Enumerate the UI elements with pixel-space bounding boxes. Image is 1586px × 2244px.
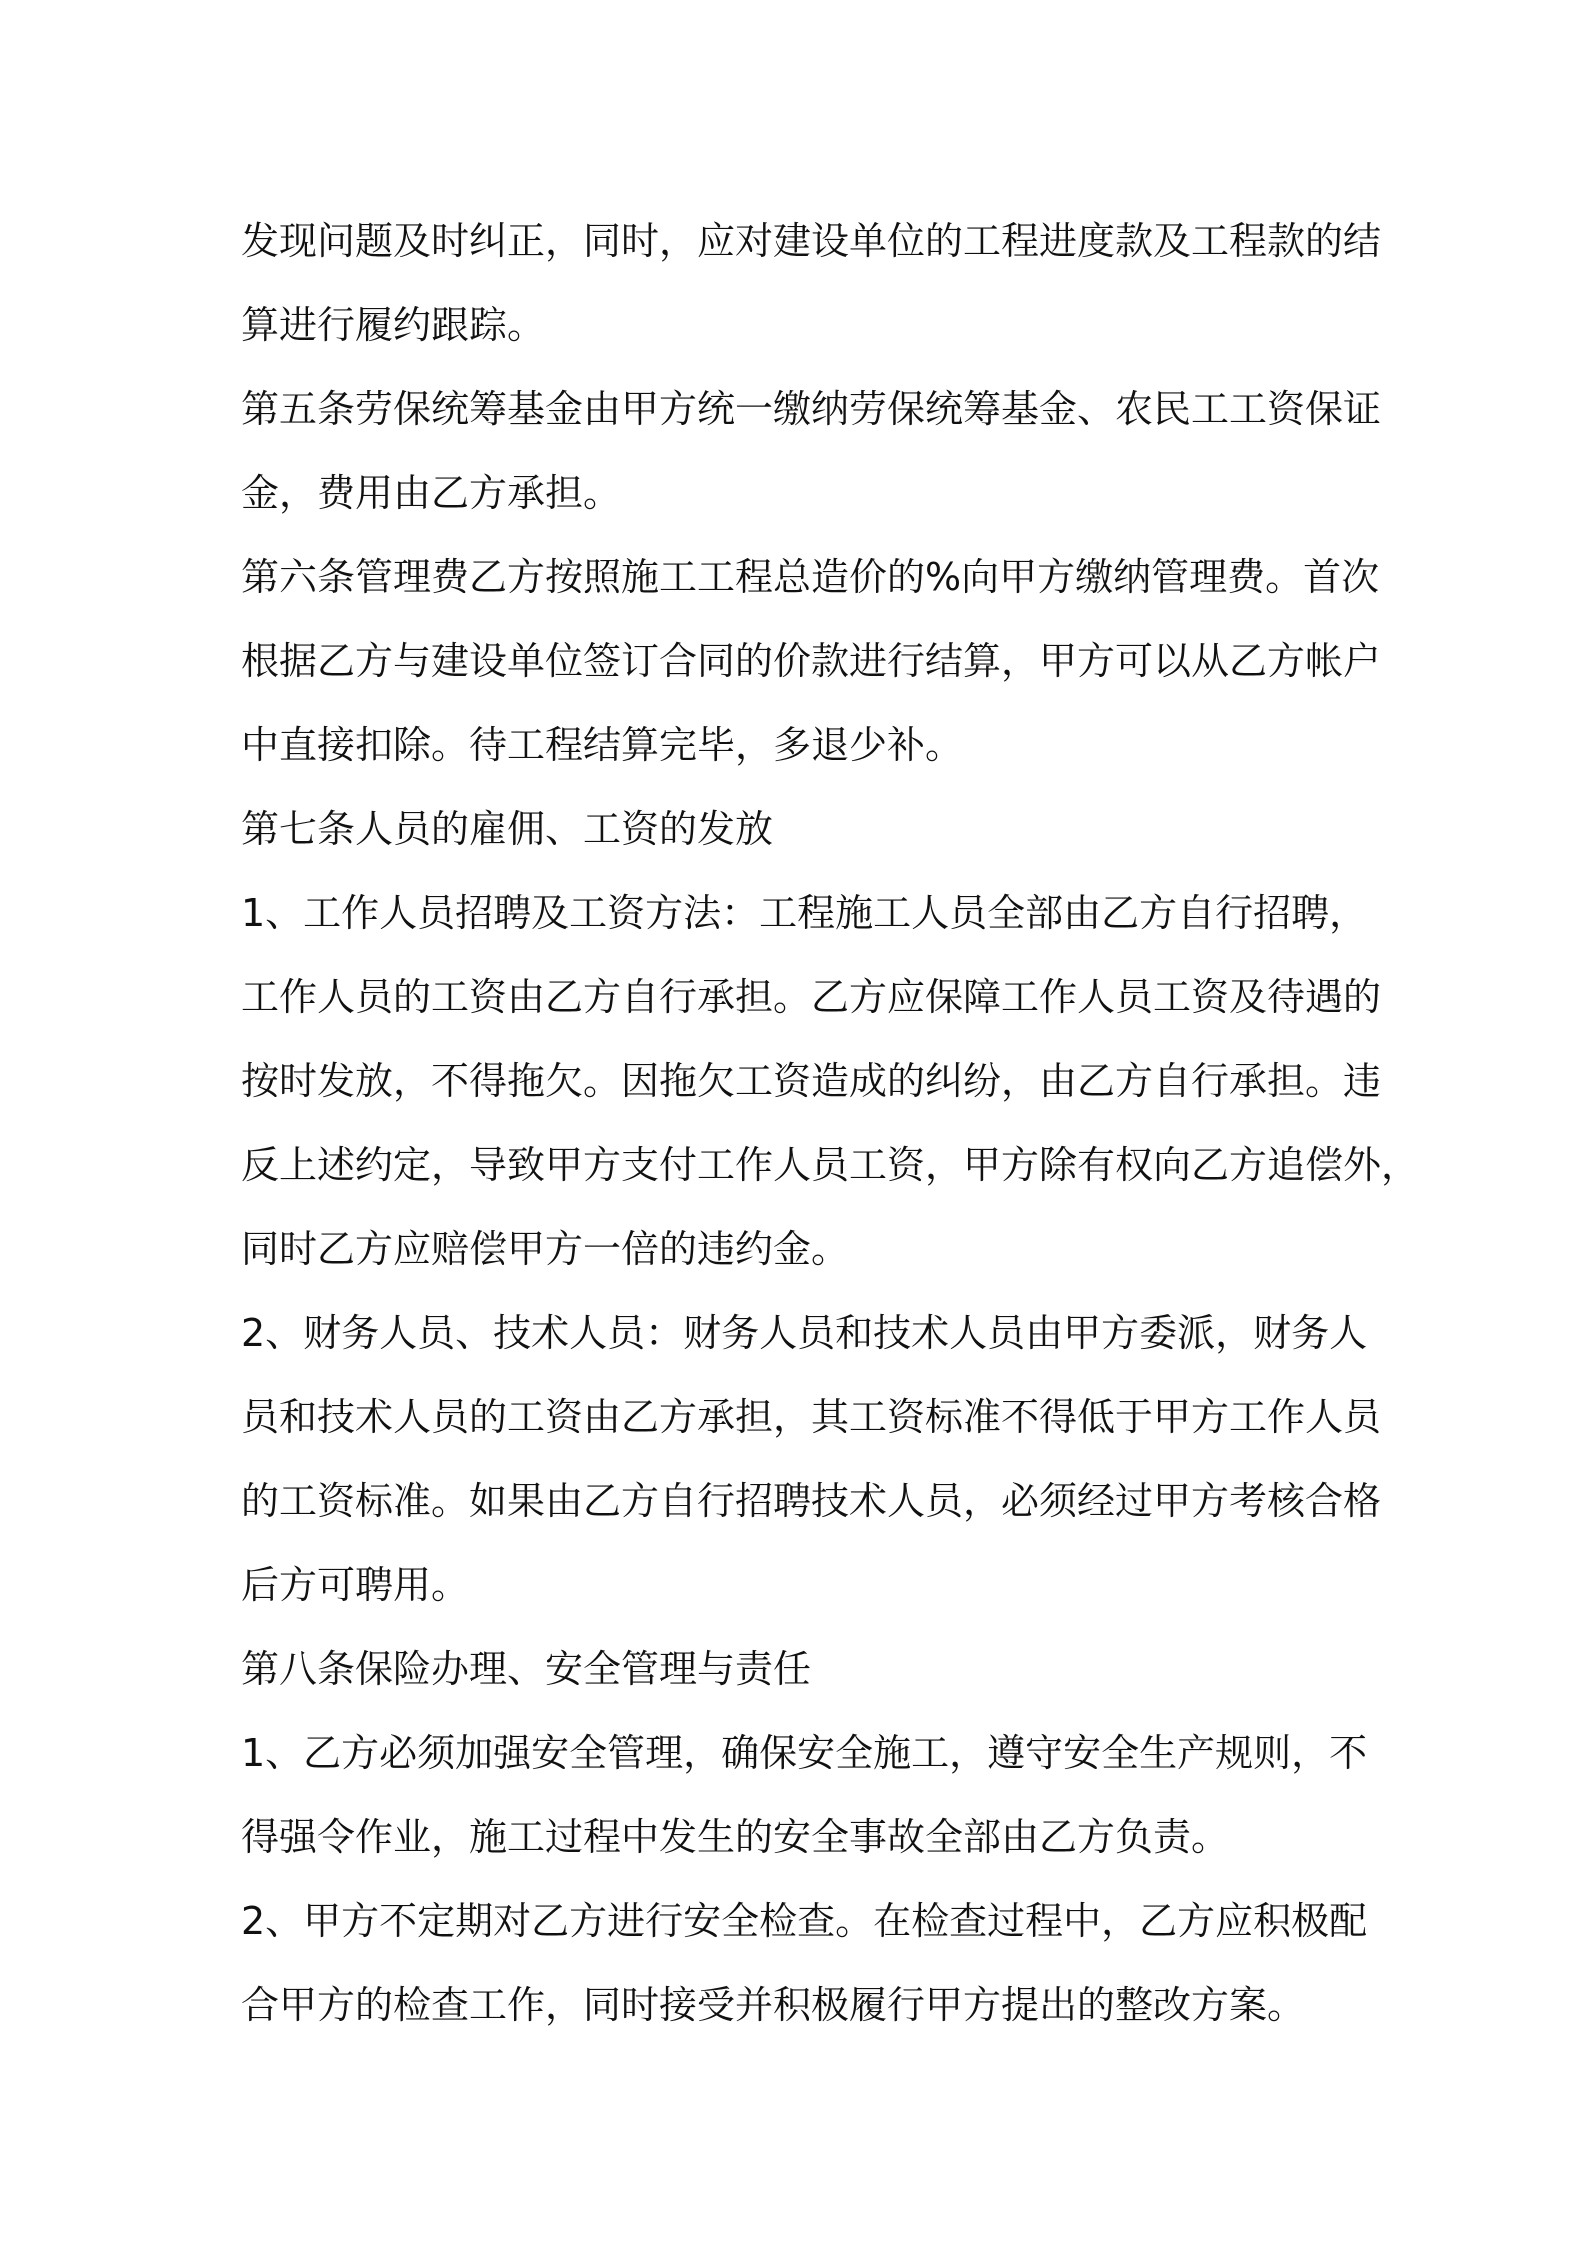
- text-line: 得强令作业，施工过程中发生的安全事故全部由乙方负责。: [241, 1815, 1230, 1859]
- text-line: 算进行履约跟踪。: [241, 303, 546, 347]
- text-line: 合甲方的检查工作，同时接受并积极履行甲方提出的整改方案。: [241, 1983, 1306, 2027]
- text-line: 的工资标准。如果由乙方自行招聘技术人员，必须经过甲方考核合格: [241, 1479, 1382, 1523]
- text-line: 第五条劳保统筹基金由甲方统一缴纳劳保统筹基金、农民工工资保证: [241, 387, 1382, 431]
- text-line: 员和技术人员的工资由乙方承担，其工资标准不得低于甲方工作人员: [241, 1395, 1382, 1439]
- text-line: 1、工作人员招聘及工资方法：工程施工人员全部由乙方自行招聘，: [241, 891, 1368, 935]
- text-line: 同时乙方应赔偿甲方一倍的违约金。: [241, 1227, 850, 1271]
- text-line: 根据乙方与建设单位签订合同的价款进行结算，甲方可以从乙方帐户: [241, 639, 1382, 683]
- section-heading-8: 第八条保险办理、安全管理与责任: [241, 1647, 812, 1691]
- text-line: 反上述约定，导致甲方支付工作人员工资，甲方除有权向乙方追偿外，: [241, 1143, 1420, 1187]
- section-heading-7: 第七条人员的雇佣、工资的发放: [241, 807, 774, 851]
- text-line: 工作人员的工资由乙方自行承担。乙方应保障工作人员工资及待遇的: [241, 975, 1382, 1019]
- text-line: 1、乙方必须加强安全管理，确保安全施工，遵守安全生产规则，不: [241, 1731, 1368, 1775]
- text-line: 中直接扣除。待工程结算完毕，多退少补。: [241, 723, 964, 767]
- document-body: [241, 199, 1420, 2047]
- text-line: 金，费用由乙方承担。: [241, 471, 622, 515]
- text-line: 第六条管理费乙方按照施工工程总造价的%向甲方缴纳管理费。首次: [241, 555, 1380, 599]
- text-line: 发现问题及时纠正，同时，应对建设单位的工程进度款及工程款的结: [241, 219, 1382, 263]
- text-line: 2、甲方不定期对乙方进行安全检查。在检查过程中，乙方应积极配: [241, 1899, 1368, 1943]
- text-line: 2、财务人员、技术人员：财务人员和技术人员由甲方委派，财务人: [241, 1311, 1368, 1355]
- text-line: 按时发放，不得拖欠。因拖欠工资造成的纠纷，由乙方自行承担。违: [241, 1059, 1382, 1103]
- text-line: 后方可聘用。: [241, 1563, 470, 1607]
